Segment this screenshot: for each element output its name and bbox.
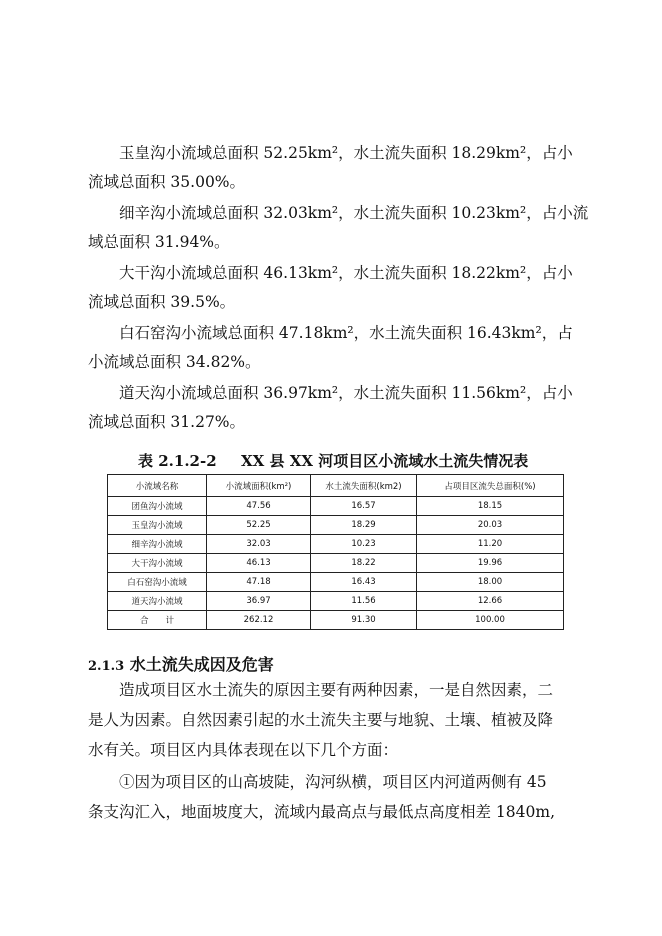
table-row xyxy=(108,554,564,573)
table-row xyxy=(108,497,564,516)
table-cell: 18.15 xyxy=(417,497,564,516)
text-line: 小流域总面积 34.82%。 xyxy=(88,353,261,371)
table-cell: 18.29 xyxy=(311,516,417,535)
text-line: 条支沟汇入，地面坡度大，流域内最高点与最低点高度相差 1840m, xyxy=(88,803,556,821)
table-cell: 细辛沟小流域 xyxy=(108,535,207,554)
table-cell: 32.03 xyxy=(207,535,311,554)
section-title: 水土流失成因及危害 xyxy=(129,655,274,674)
table-cell: 合 计 xyxy=(108,611,207,630)
table-cell: 18.00 xyxy=(417,573,564,592)
soil-erosion-table xyxy=(107,474,564,630)
table-cell: 20.03 xyxy=(417,516,564,535)
table-cell: 47.18 xyxy=(207,573,311,592)
table-row xyxy=(108,516,564,535)
table-cell: 大干沟小流域 xyxy=(108,554,207,573)
text-line: 细辛沟小流域总面积 32.03km²，水土流失面积 10.23km²，占小流 xyxy=(119,204,589,222)
table-cell: 团鱼沟小流域 xyxy=(108,497,207,516)
section-number: 2.1.3 xyxy=(88,659,125,674)
table-cell: 19.96 xyxy=(417,554,564,573)
text-line: 白石窑沟小流域总面积 47.18km²，水土流失面积 16.43km²，占 xyxy=(119,324,573,342)
text-line: ①因为项目区的山高坡陡，沟河纵横，项目区内河道两侧有 45 xyxy=(119,773,547,791)
table-cell: 16.43 xyxy=(311,573,417,592)
table-cell: 12.66 xyxy=(417,592,564,611)
table-title: XX 县 XX 河项目区小流域水土流失情况表 xyxy=(241,452,529,470)
table-caption xyxy=(88,446,568,470)
table-cell: 262.12 xyxy=(207,611,311,630)
table-row xyxy=(108,535,564,554)
table-number: 表 2.1.2-2 xyxy=(138,452,217,470)
column-header: 水土流失面积(km2) xyxy=(311,475,417,497)
table-cell: 11.20 xyxy=(417,535,564,554)
text-line: 流域总面积 31.27%。 xyxy=(88,413,246,431)
column-header: 占项目区流失总面积(%) xyxy=(417,475,564,497)
table-cell: 91.30 xyxy=(311,611,417,630)
section-heading xyxy=(88,652,274,675)
text-line: 流域总面积 39.5%。 xyxy=(88,293,236,311)
table-cell: 46.13 xyxy=(207,554,311,573)
column-header: 小流域面积(km²) xyxy=(207,475,311,497)
text-line: 道天沟小流域总面积 36.97km²，水土流失面积 11.56km²，占小 xyxy=(119,384,573,402)
text-line: 玉皇沟小流域总面积 52.25km²，水土流失面积 18.29km²，占小 xyxy=(119,144,573,162)
table-cell: 道天沟小流域 xyxy=(108,592,207,611)
text-line: 造成项目区水土流失的原因主要有两种因素，一是自然因素，二 xyxy=(119,681,554,699)
text-line: 大干沟小流域总面积 46.13km²，水土流失面积 18.22km²，占小 xyxy=(119,264,573,282)
table-cell: 18.22 xyxy=(311,554,417,573)
text-line: 是人为因素。自然因素引起的水土流失主要与地貌、土壤、植被及降 xyxy=(88,711,554,729)
table-cell: 16.57 xyxy=(311,497,417,516)
column-header: 小流域名称 xyxy=(108,475,207,497)
table-cell: 玉皇沟小流域 xyxy=(108,516,207,535)
table-cell: 100.00 xyxy=(417,611,564,630)
text-line: 流域总面积 35.00%。 xyxy=(88,173,246,191)
table-row xyxy=(108,592,564,611)
table-row xyxy=(108,573,564,592)
table-cell: 10.23 xyxy=(311,535,417,554)
text-line: 水有关。项目区内具体表现在以下几个方面： xyxy=(88,741,399,759)
table-header-row xyxy=(108,475,564,497)
table-cell: 47.56 xyxy=(207,497,311,516)
table-total-row xyxy=(108,611,564,630)
table-cell: 白石窑沟小流域 xyxy=(108,573,207,592)
text-line: 域总面积 31.94%。 xyxy=(88,233,230,251)
table-cell: 36.97 xyxy=(207,592,311,611)
table-cell: 11.56 xyxy=(311,592,417,611)
table-cell: 52.25 xyxy=(207,516,311,535)
